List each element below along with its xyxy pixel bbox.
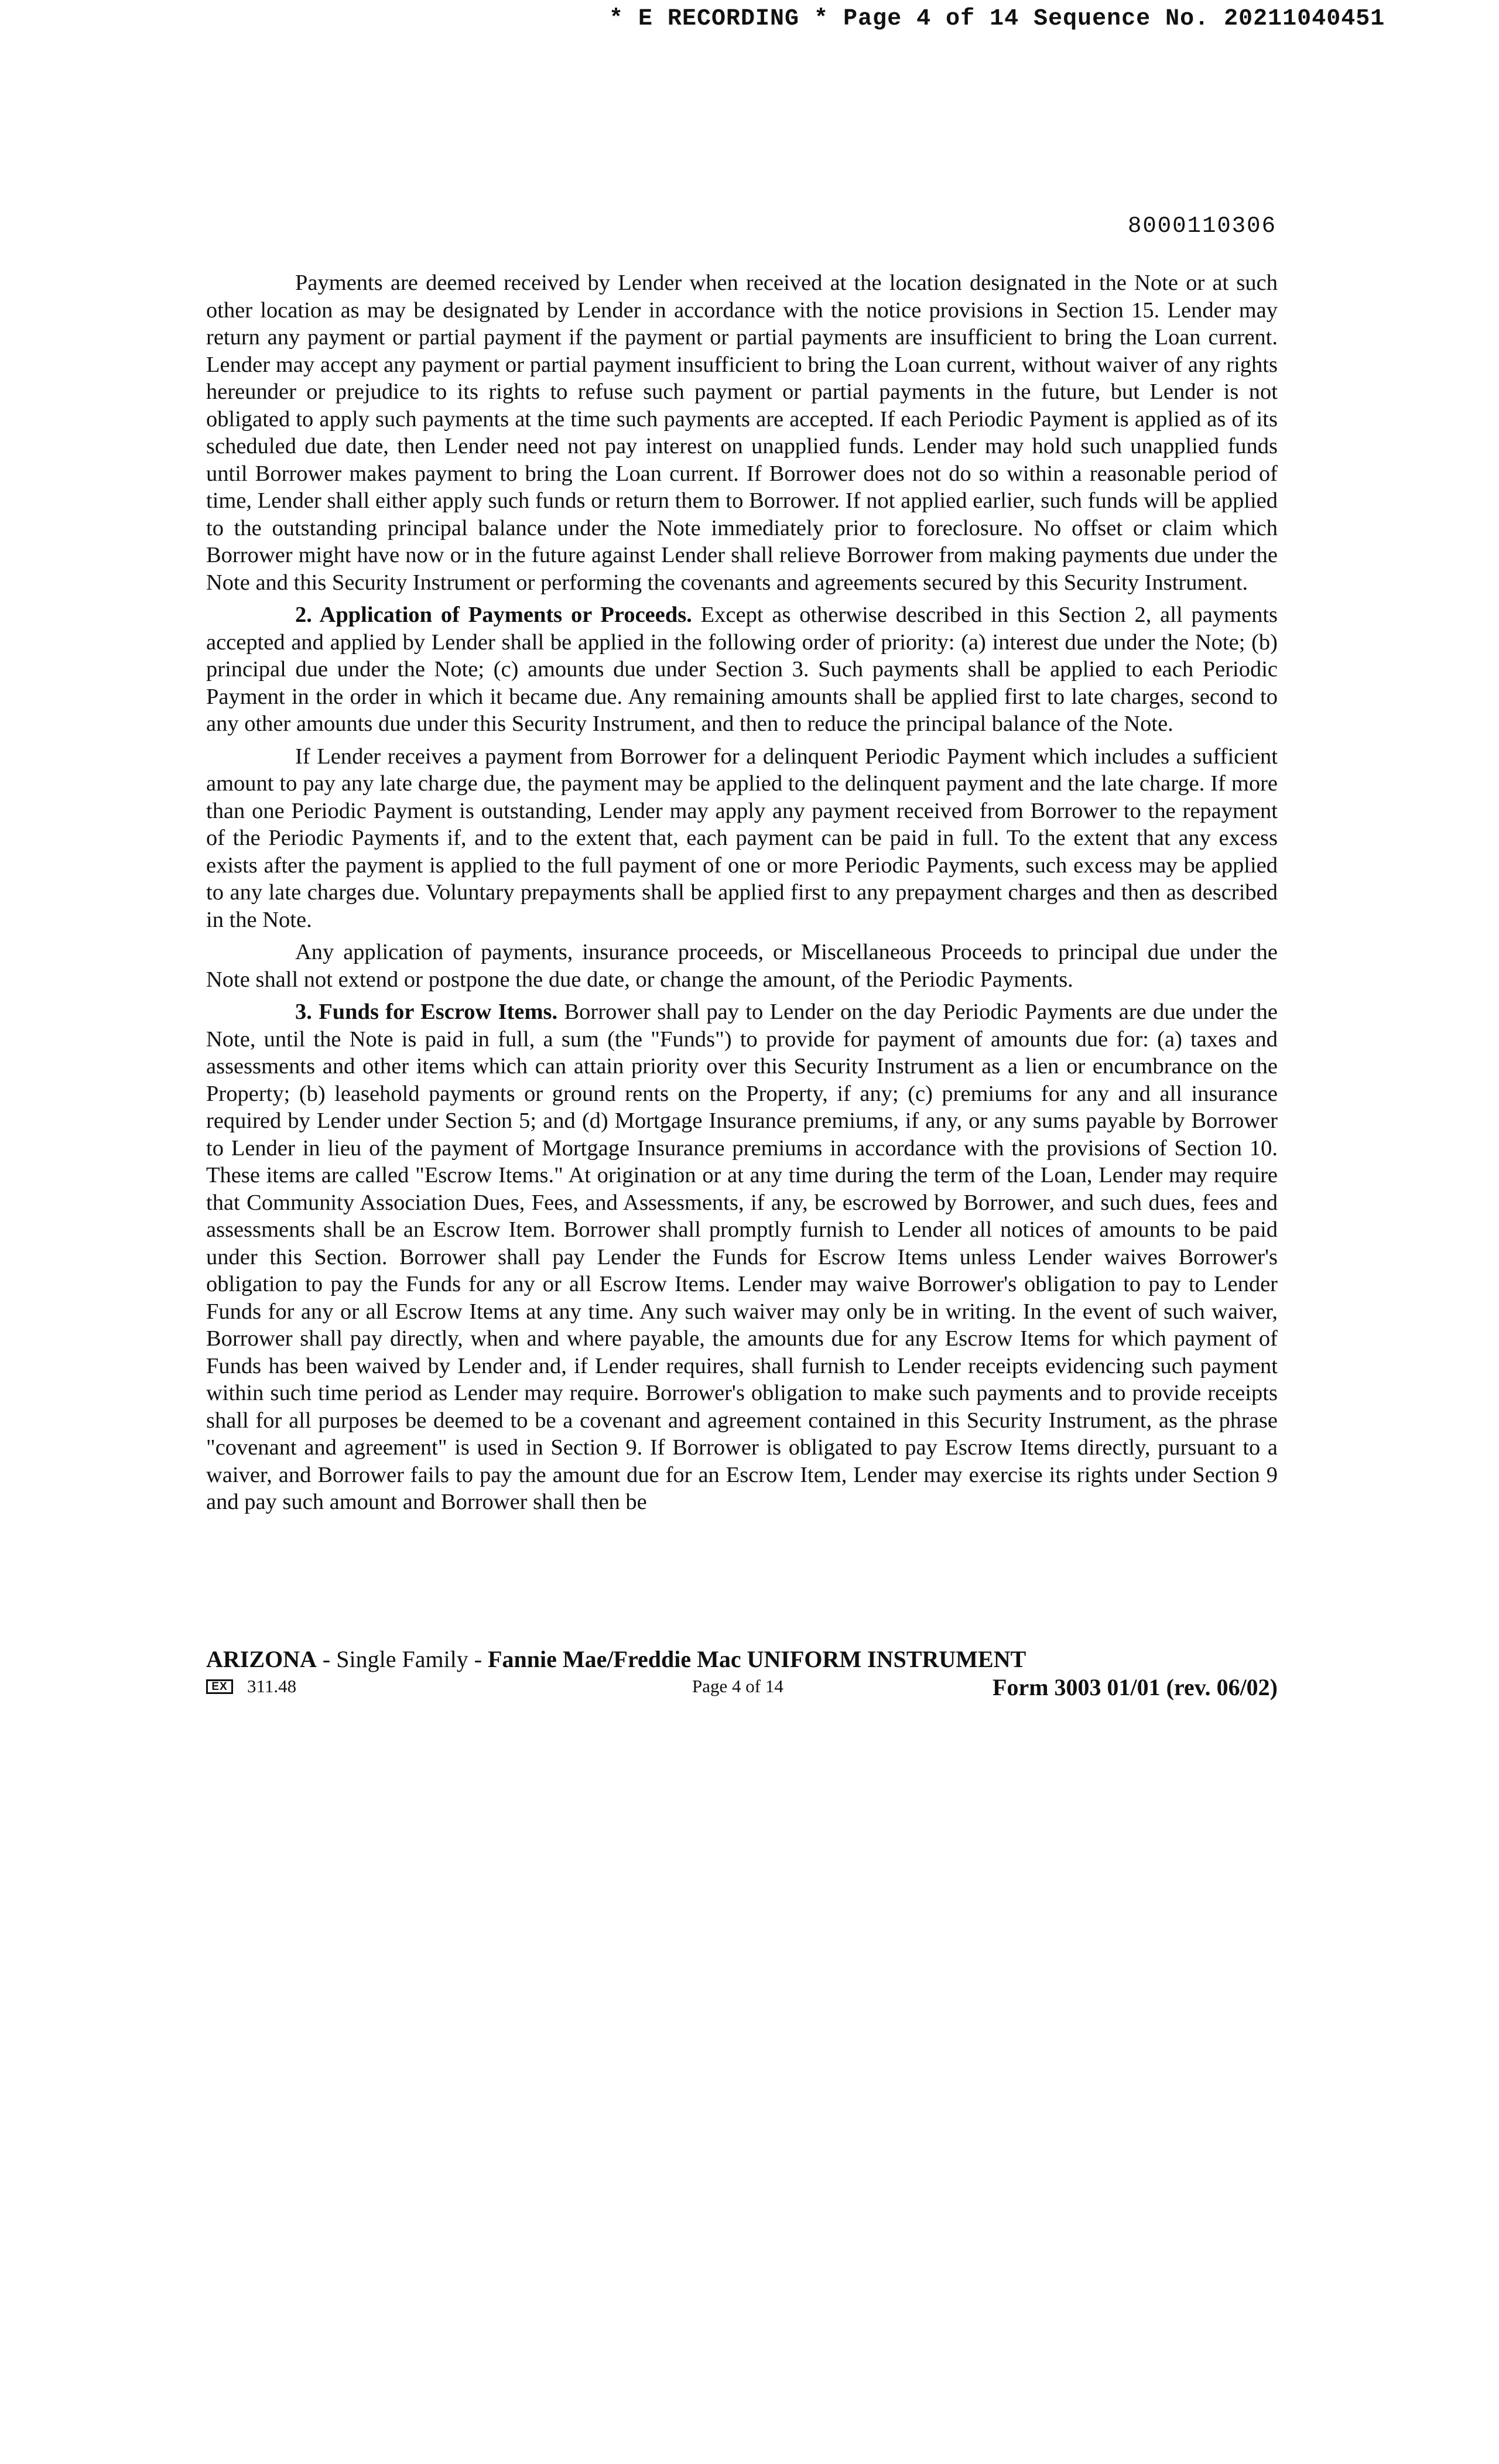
section-3-text: Borrower shall pay to Lender on the day Periodic Payments are due under the Note, until the Note is paid in full, a sum (the "Funds") to provide for payment of amounts due for: (a) taxes and assessments and other items which can attain priority over this Security Instrument as a lien or encumbrance on the Property; (b) leasehold payments or ground rents on the Property, if any; (c) premiums for any and all insurance required by Lender under Section 5; and (d) Mortgage Insurance premiums, if any, or any sums payable by Borrower to Lender in lieu of the payment of Mortgage Insurance premiums in accordance with the provisions of Section 10. These items are called "Escrow Items." At origination or at any time during the term of the Loan, Lender may require that Community Association Dues, Fees, and Assessments, if any, be escrowed by Borrower, and such dues, fees and assessments shall be an Escrow Item. Borrower shall promptly furnish to Lender all notices of amounts to be paid under this Section. Borrower shall pay Lender the Funds for Escrow Items unless Lender waives Borrower's obligation to pay the Funds for any or all Escrow Items. Lender may waive Borrower's obligation to pay to Lender Funds for any or all Escrow Items at any time. Any such waiver may only be in writing. In the event of such waiver, Borrower shall pay directly, when and where payable, the amounts due for any Escrow Items for which payment of Funds has been waived by Lender and, if Lender requires, shall furnish to Lender receipts evidencing such payment within such time period as Lender may require. Borrower's obligation to make such payments and to provide receipts shall for all purposes be deemed to be a covenant and agreement contained in this Security Instrument, as the phrase "covenant and agreement" is used in Section 9. If Borrower is obligated to pay Escrow Items directly, pursuant to a waiver, and Borrower fails to pay the amount due for an Escrow Item, Lender may exercise its rights under Section 9 and pay such amount and Borrower shall then be (206, 1000, 1278, 1514)
section-2-paragraph (206, 601, 1278, 738)
footer-form-line (206, 1674, 1278, 1703)
section-2-heading: 2. Application of Payments or Proceeds. (295, 603, 692, 627)
footer-instrument-name: Fannie Mae/Freddie Mac UNIFORM INSTRUMENT (488, 1646, 1026, 1672)
section-3-heading: 3. Funds for Escrow Items. (295, 1000, 558, 1024)
section-2-text: Except as otherwise described in this Section 2, all payments accepted and applied by Lender shall be applied in the following order of priority: (a) interest due under the Note; (b) principal due under the Note; (c) amounts due under Section 3. Such payments shall be applied to each Periodic Payment in the order in which it became due. Any remaining amounts shall be applied first to late charges, second to any other amounts due under this Security Instrument, and then to reduce the principal balance of the Note. (206, 603, 1278, 736)
footer-form-number: Form 3003 01/01 (rev. 06/02) (993, 1674, 1278, 1700)
footer-form-code: 311.48 (247, 1676, 297, 1696)
footer-instrument-type: - Single Family - (316, 1646, 488, 1672)
footer-instrument-line (206, 1645, 1278, 1674)
document-body (206, 269, 1278, 1521)
footer-page-indicator: Page 4 of 14 (692, 1676, 783, 1696)
ex-logo-icon: EX (206, 1679, 233, 1694)
paragraph-delinquent-payment: If Lender receives a payment from Borrower for a delinquent Periodic Payment which includes a sufficient amount to pay any late charge due, the payment may be applied to the delinquent payment and the late charge. If more than one Periodic Payment is outstanding, Lender may apply any payment received from Borrower to the repayment of the Periodic Payments if, and to the extent that, each payment can be paid in full. To the extent that any excess exists after the payment is applied to the full payment of one or more Periodic Payments, such excess may be applied to any late charges due. Voluntary prepayments shall be applied first to any prepayment charges and then as described in the Note. (206, 744, 1278, 932)
loan-number: 8000110306 (1127, 213, 1276, 239)
recording-stamp: * E RECORDING * Page 4 of 14 Sequence No. 20211040451 (609, 6, 1385, 32)
paragraph-payments-received: Payments are deemed received by Lender when received at the location designated in the Note or at such other location as may be designated by Lender in accordance with the notice provisions in Section 15. Lender may return any payment or partial payment if the payment or partial payments are insufficient to bring the Loan current. Lender may accept any payment or partial payment insufficient to bring the Loan current, without waiver of any rights hereunder or prejudice to its rights to refuse such payment or partial payments in the future, but Lender is not obligated to apply such payments at the time such payments are accepted. If each Periodic Payment is applied as of its scheduled due date, then Lender need not pay interest on unapplied funds. Lender may hold such unapplied funds until Borrower makes payment to bring the Loan current. If Borrower does not do so within a reasonable period of time, Lender shall either apply such funds or return them to Borrower. If not applied earlier, such funds will be applied to the outstanding principal balance under the Note immediately prior to foreclosure. No offset or claim which Borrower might have now or in the future against Lender shall relieve Borrower from making payments due under the Note and this Security Instrument or performing the covenants and agreements secured by this Security Instrument. (206, 271, 1278, 595)
section-3-paragraph (206, 998, 1278, 1516)
footer-state: ARIZONA (206, 1646, 317, 1672)
form-footer (206, 1645, 1278, 1703)
paragraph-application-of-payments: Any application of payments, insurance proceeds, or Miscellaneous Proceeds to principal due under the Note shall not extend or postpone the due date, or change the amount, of the Periodic Payments. (206, 940, 1278, 992)
